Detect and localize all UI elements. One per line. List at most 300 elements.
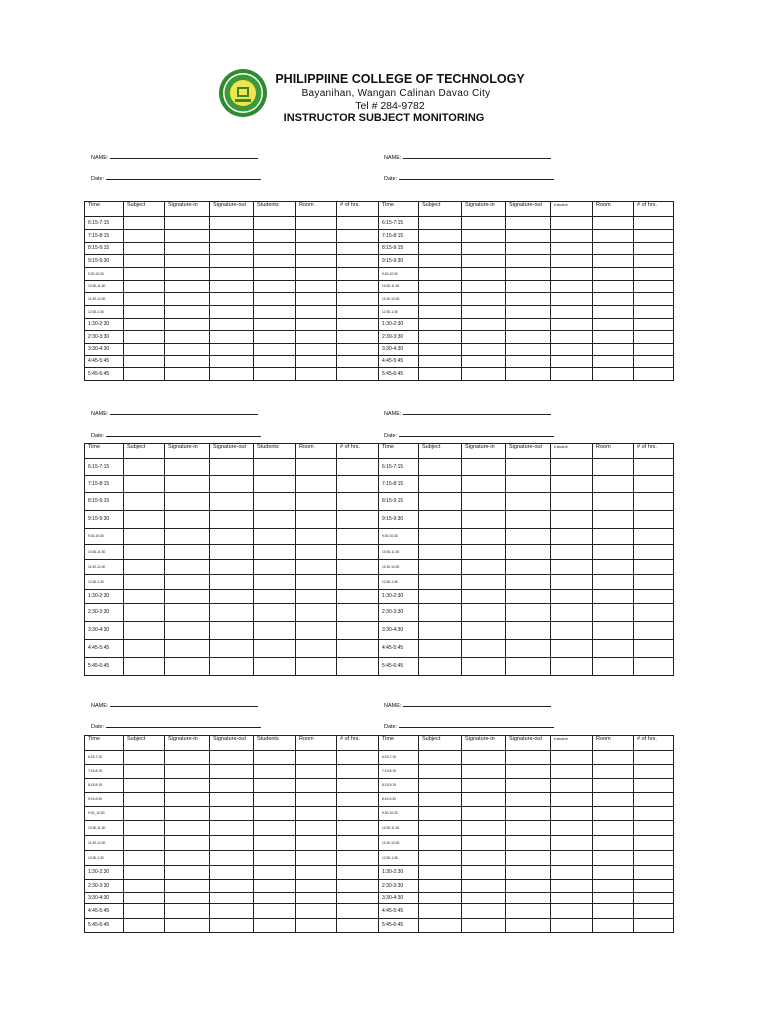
entry-cell[interactable]: [254, 319, 296, 331]
entry-cell[interactable]: [337, 545, 379, 560]
entry-cell[interactable]: [124, 529, 165, 545]
entry-cell[interactable]: [124, 306, 165, 319]
entry-cell[interactable]: [296, 604, 337, 622]
entry-cell[interactable]: [506, 511, 551, 529]
entry-cell[interactable]: [462, 476, 506, 493]
entry-cell[interactable]: [634, 575, 674, 590]
entry-cell[interactable]: [254, 919, 296, 933]
entry-cell[interactable]: [124, 344, 165, 356]
entry-cell[interactable]: [165, 836, 210, 851]
entry-cell[interactable]: [506, 866, 551, 880]
entry-cell[interactable]: [210, 560, 254, 575]
entry-cell[interactable]: [551, 344, 593, 356]
entry-cell[interactable]: [210, 511, 254, 529]
entry-cell[interactable]: [124, 281, 165, 293]
entry-cell[interactable]: [210, 640, 254, 658]
entry-cell[interactable]: [254, 230, 296, 243]
entry-cell[interactable]: [165, 293, 210, 306]
entry-cell[interactable]: [337, 319, 379, 331]
entry-cell[interactable]: [634, 893, 674, 904]
entry-cell[interactable]: [419, 590, 462, 604]
entry-cell[interactable]: [634, 765, 674, 779]
entry-cell[interactable]: [124, 368, 165, 381]
entry-cell[interactable]: [165, 622, 210, 640]
entry-cell[interactable]: [124, 821, 165, 836]
entry-cell[interactable]: [254, 217, 296, 230]
entry-cell[interactable]: [551, 217, 593, 230]
entry-cell[interactable]: [165, 793, 210, 807]
entry-cell[interactable]: [462, 560, 506, 575]
entry-cell[interactable]: [551, 511, 593, 529]
entry-cell[interactable]: [337, 560, 379, 575]
entry-cell[interactable]: [254, 765, 296, 779]
entry-cell[interactable]: [419, 575, 462, 590]
entry-cell[interactable]: [506, 658, 551, 676]
entry-cell[interactable]: [593, 821, 634, 836]
entry-cell[interactable]: [419, 459, 462, 476]
entry-cell[interactable]: [337, 893, 379, 904]
entry-cell[interactable]: [593, 319, 634, 331]
entry-cell[interactable]: [254, 590, 296, 604]
entry-cell[interactable]: [337, 356, 379, 368]
entry-cell[interactable]: [165, 919, 210, 933]
entry-cell[interactable]: [254, 793, 296, 807]
entry-cell[interactable]: [593, 268, 634, 281]
entry-cell[interactable]: [210, 622, 254, 640]
entry-cell[interactable]: [254, 560, 296, 575]
entry-cell[interactable]: [551, 807, 593, 821]
entry-cell[interactable]: [337, 575, 379, 590]
entry-cell[interactable]: [634, 622, 674, 640]
entry-cell[interactable]: [165, 459, 210, 476]
entry-cell[interactable]: [210, 306, 254, 319]
entry-cell[interactable]: [210, 356, 254, 368]
entry-cell[interactable]: [165, 880, 210, 893]
entry-cell[interactable]: [634, 658, 674, 676]
entry-cell[interactable]: [506, 319, 551, 331]
entry-cell[interactable]: [506, 622, 551, 640]
date-field-left-input-line[interactable]: [106, 721, 261, 728]
entry-cell[interactable]: [634, 866, 674, 880]
entry-cell[interactable]: [124, 230, 165, 243]
entry-cell[interactable]: [462, 893, 506, 904]
entry-cell[interactable]: [210, 281, 254, 293]
entry-cell[interactable]: [254, 356, 296, 368]
entry-cell[interactable]: [593, 217, 634, 230]
entry-cell[interactable]: [634, 356, 674, 368]
entry-cell[interactable]: [337, 368, 379, 381]
entry-cell[interactable]: [462, 331, 506, 344]
entry-cell[interactable]: [254, 268, 296, 281]
entry-cell[interactable]: [337, 851, 379, 866]
entry-cell[interactable]: [165, 821, 210, 836]
entry-cell[interactable]: [165, 640, 210, 658]
entry-cell[interactable]: [551, 545, 593, 560]
entry-cell[interactable]: [551, 821, 593, 836]
entry-cell[interactable]: [462, 368, 506, 381]
entry-cell[interactable]: [419, 511, 462, 529]
entry-cell[interactable]: [551, 281, 593, 293]
entry-cell[interactable]: [124, 268, 165, 281]
entry-cell[interactable]: [462, 281, 506, 293]
entry-cell[interactable]: [419, 851, 462, 866]
entry-cell[interactable]: [124, 604, 165, 622]
entry-cell[interactable]: [210, 851, 254, 866]
entry-cell[interactable]: [296, 622, 337, 640]
entry-cell[interactable]: [551, 331, 593, 344]
entry-cell[interactable]: [296, 368, 337, 381]
entry-cell[interactable]: [634, 268, 674, 281]
entry-cell[interactable]: [506, 476, 551, 493]
entry-cell[interactable]: [210, 604, 254, 622]
entry-cell[interactable]: [165, 255, 210, 268]
entry-cell[interactable]: [506, 281, 551, 293]
entry-cell[interactable]: [419, 230, 462, 243]
entry-cell[interactable]: [254, 331, 296, 344]
name-field-right-input-line[interactable]: [403, 700, 551, 707]
entry-cell[interactable]: [337, 243, 379, 255]
entry-cell[interactable]: [462, 230, 506, 243]
entry-cell[interactable]: [210, 476, 254, 493]
entry-cell[interactable]: [506, 765, 551, 779]
entry-cell[interactable]: [462, 793, 506, 807]
entry-cell[interactable]: [296, 575, 337, 590]
entry-cell[interactable]: [462, 243, 506, 255]
entry-cell[interactable]: [124, 545, 165, 560]
entry-cell[interactable]: [419, 658, 462, 676]
entry-cell[interactable]: [254, 880, 296, 893]
entry-cell[interactable]: [296, 658, 337, 676]
entry-cell[interactable]: [296, 751, 337, 765]
entry-cell[interactable]: [419, 640, 462, 658]
entry-cell[interactable]: [634, 779, 674, 793]
entry-cell[interactable]: [551, 459, 593, 476]
entry-cell[interactable]: [296, 255, 337, 268]
entry-cell[interactable]: [462, 217, 506, 230]
entry-cell[interactable]: [462, 779, 506, 793]
entry-cell[interactable]: [551, 793, 593, 807]
entry-cell[interactable]: [593, 511, 634, 529]
entry-cell[interactable]: [210, 658, 254, 676]
entry-cell[interactable]: [506, 590, 551, 604]
entry-cell[interactable]: [593, 904, 634, 919]
entry-cell[interactable]: [210, 893, 254, 904]
entry-cell[interactable]: [337, 640, 379, 658]
entry-cell[interactable]: [124, 751, 165, 765]
entry-cell[interactable]: [551, 255, 593, 268]
entry-cell[interactable]: [593, 356, 634, 368]
entry-cell[interactable]: [506, 293, 551, 306]
entry-cell[interactable]: [551, 904, 593, 919]
entry-cell[interactable]: [634, 821, 674, 836]
entry-cell[interactable]: [296, 217, 337, 230]
entry-cell[interactable]: [506, 331, 551, 344]
entry-cell[interactable]: [462, 306, 506, 319]
entry-cell[interactable]: [165, 268, 210, 281]
entry-cell[interactable]: [124, 851, 165, 866]
entry-cell[interactable]: [210, 217, 254, 230]
entry-cell[interactable]: [419, 319, 462, 331]
entry-cell[interactable]: [165, 243, 210, 255]
entry-cell[interactable]: [462, 268, 506, 281]
entry-cell[interactable]: [296, 319, 337, 331]
entry-cell[interactable]: [254, 511, 296, 529]
entry-cell[interactable]: [296, 904, 337, 919]
entry-cell[interactable]: [462, 575, 506, 590]
entry-cell[interactable]: [506, 560, 551, 575]
entry-cell[interactable]: [210, 319, 254, 331]
entry-cell[interactable]: [210, 866, 254, 880]
entry-cell[interactable]: [210, 765, 254, 779]
entry-cell[interactable]: [254, 904, 296, 919]
entry-cell[interactable]: [506, 230, 551, 243]
entry-cell[interactable]: [124, 893, 165, 904]
entry-cell[interactable]: [634, 640, 674, 658]
entry-cell[interactable]: [634, 493, 674, 511]
entry-cell[interactable]: [296, 511, 337, 529]
entry-cell[interactable]: [165, 368, 210, 381]
entry-cell[interactable]: [210, 255, 254, 268]
entry-cell[interactable]: [593, 545, 634, 560]
entry-cell[interactable]: [165, 281, 210, 293]
entry-cell[interactable]: [419, 293, 462, 306]
entry-cell[interactable]: [296, 880, 337, 893]
entry-cell[interactable]: [296, 851, 337, 866]
entry-cell[interactable]: [419, 545, 462, 560]
name-field-left-input-line[interactable]: [110, 408, 258, 415]
entry-cell[interactable]: [296, 344, 337, 356]
entry-cell[interactable]: [462, 590, 506, 604]
entry-cell[interactable]: [634, 368, 674, 381]
entry-cell[interactable]: [551, 560, 593, 575]
entry-cell[interactable]: [337, 765, 379, 779]
entry-cell[interactable]: [593, 622, 634, 640]
entry-cell[interactable]: [551, 765, 593, 779]
entry-cell[interactable]: [634, 281, 674, 293]
entry-cell[interactable]: [419, 368, 462, 381]
entry-cell[interactable]: [551, 368, 593, 381]
entry-cell[interactable]: [210, 904, 254, 919]
entry-cell[interactable]: [254, 281, 296, 293]
entry-cell[interactable]: [337, 866, 379, 880]
entry-cell[interactable]: [124, 356, 165, 368]
entry-cell[interactable]: [296, 821, 337, 836]
entry-cell[interactable]: [506, 459, 551, 476]
entry-cell[interactable]: [462, 344, 506, 356]
entry-cell[interactable]: [462, 604, 506, 622]
entry-cell[interactable]: [296, 476, 337, 493]
entry-cell[interactable]: [462, 622, 506, 640]
entry-cell[interactable]: [337, 293, 379, 306]
entry-cell[interactable]: [124, 575, 165, 590]
entry-cell[interactable]: [551, 622, 593, 640]
entry-cell[interactable]: [296, 640, 337, 658]
entry-cell[interactable]: [165, 331, 210, 344]
entry-cell[interactable]: [593, 476, 634, 493]
entry-cell[interactable]: [124, 293, 165, 306]
entry-cell[interactable]: [462, 529, 506, 545]
entry-cell[interactable]: [124, 836, 165, 851]
entry-cell[interactable]: [419, 821, 462, 836]
entry-cell[interactable]: [124, 904, 165, 919]
entry-cell[interactable]: [634, 590, 674, 604]
entry-cell[interactable]: [296, 893, 337, 904]
entry-cell[interactable]: [124, 640, 165, 658]
entry-cell[interactable]: [462, 765, 506, 779]
entry-cell[interactable]: [337, 919, 379, 933]
entry-cell[interactable]: [124, 476, 165, 493]
entry-cell[interactable]: [551, 604, 593, 622]
entry-cell[interactable]: [210, 590, 254, 604]
entry-cell[interactable]: [506, 575, 551, 590]
entry-cell[interactable]: [419, 893, 462, 904]
entry-cell[interactable]: [296, 356, 337, 368]
entry-cell[interactable]: [551, 493, 593, 511]
entry-cell[interactable]: [551, 836, 593, 851]
entry-cell[interactable]: [506, 529, 551, 545]
entry-cell[interactable]: [462, 493, 506, 511]
entry-cell[interactable]: [593, 590, 634, 604]
entry-cell[interactable]: [634, 560, 674, 575]
entry-cell[interactable]: [593, 459, 634, 476]
entry-cell[interactable]: [165, 658, 210, 676]
entry-cell[interactable]: [254, 866, 296, 880]
entry-cell[interactable]: [165, 545, 210, 560]
entry-cell[interactable]: [551, 751, 593, 765]
entry-cell[interactable]: [506, 880, 551, 893]
entry-cell[interactable]: [337, 904, 379, 919]
entry-cell[interactable]: [124, 331, 165, 344]
entry-cell[interactable]: [165, 529, 210, 545]
entry-cell[interactable]: [634, 319, 674, 331]
entry-cell[interactable]: [506, 493, 551, 511]
entry-cell[interactable]: [165, 493, 210, 511]
entry-cell[interactable]: [124, 217, 165, 230]
entry-cell[interactable]: [593, 281, 634, 293]
name-field-right-input-line[interactable]: [403, 152, 551, 159]
entry-cell[interactable]: [210, 230, 254, 243]
entry-cell[interactable]: [337, 880, 379, 893]
entry-cell[interactable]: [593, 880, 634, 893]
entry-cell[interactable]: [634, 807, 674, 821]
entry-cell[interactable]: [296, 807, 337, 821]
entry-cell[interactable]: [551, 851, 593, 866]
entry-cell[interactable]: [419, 268, 462, 281]
entry-cell[interactable]: [551, 658, 593, 676]
entry-cell[interactable]: [210, 836, 254, 851]
entry-cell[interactable]: [210, 268, 254, 281]
entry-cell[interactable]: [593, 493, 634, 511]
entry-cell[interactable]: [634, 230, 674, 243]
entry-cell[interactable]: [634, 793, 674, 807]
entry-cell[interactable]: [593, 293, 634, 306]
entry-cell[interactable]: [337, 821, 379, 836]
entry-cell[interactable]: [337, 622, 379, 640]
entry-cell[interactable]: [254, 851, 296, 866]
entry-cell[interactable]: [254, 476, 296, 493]
entry-cell[interactable]: [593, 560, 634, 575]
entry-cell[interactable]: [419, 904, 462, 919]
entry-cell[interactable]: [254, 658, 296, 676]
entry-cell[interactable]: [296, 493, 337, 511]
entry-cell[interactable]: [296, 793, 337, 807]
entry-cell[interactable]: [210, 751, 254, 765]
entry-cell[interactable]: [593, 751, 634, 765]
entry-cell[interactable]: [419, 604, 462, 622]
entry-cell[interactable]: [634, 880, 674, 893]
entry-cell[interactable]: [165, 319, 210, 331]
entry-cell[interactable]: [506, 268, 551, 281]
entry-cell[interactable]: [419, 807, 462, 821]
entry-cell[interactable]: [593, 344, 634, 356]
entry-cell[interactable]: [165, 230, 210, 243]
entry-cell[interactable]: [124, 560, 165, 575]
entry-cell[interactable]: [165, 765, 210, 779]
entry-cell[interactable]: [210, 807, 254, 821]
entry-cell[interactable]: [254, 293, 296, 306]
entry-cell[interactable]: [419, 765, 462, 779]
entry-cell[interactable]: [254, 640, 296, 658]
entry-cell[interactable]: [124, 493, 165, 511]
entry-cell[interactable]: [337, 779, 379, 793]
entry-cell[interactable]: [337, 590, 379, 604]
entry-cell[interactable]: [254, 622, 296, 640]
entry-cell[interactable]: [593, 255, 634, 268]
entry-cell[interactable]: [165, 511, 210, 529]
entry-cell[interactable]: [634, 459, 674, 476]
entry-cell[interactable]: [337, 604, 379, 622]
entry-cell[interactable]: [419, 476, 462, 493]
entry-cell[interactable]: [634, 293, 674, 306]
entry-cell[interactable]: [337, 493, 379, 511]
entry-cell[interactable]: [296, 293, 337, 306]
entry-cell[interactable]: [551, 919, 593, 933]
entry-cell[interactable]: [593, 575, 634, 590]
entry-cell[interactable]: [210, 919, 254, 933]
entry-cell[interactable]: [337, 306, 379, 319]
entry-cell[interactable]: [165, 851, 210, 866]
entry-cell[interactable]: [506, 919, 551, 933]
entry-cell[interactable]: [419, 255, 462, 268]
entry-cell[interactable]: [551, 476, 593, 493]
entry-cell[interactable]: [337, 793, 379, 807]
entry-cell[interactable]: [634, 604, 674, 622]
name-field-left-input-line[interactable]: [110, 700, 258, 707]
entry-cell[interactable]: [296, 545, 337, 560]
entry-cell[interactable]: [296, 230, 337, 243]
entry-cell[interactable]: [124, 866, 165, 880]
entry-cell[interactable]: [337, 511, 379, 529]
date-field-left-input-line[interactable]: [106, 173, 261, 180]
entry-cell[interactable]: [593, 331, 634, 344]
entry-cell[interactable]: [419, 493, 462, 511]
entry-cell[interactable]: [551, 866, 593, 880]
entry-cell[interactable]: [124, 765, 165, 779]
entry-cell[interactable]: [210, 821, 254, 836]
entry-cell[interactable]: [419, 880, 462, 893]
entry-cell[interactable]: [419, 356, 462, 368]
entry-cell[interactable]: [593, 640, 634, 658]
entry-cell[interactable]: [124, 779, 165, 793]
entry-cell[interactable]: [462, 904, 506, 919]
date-field-right-input-line[interactable]: [399, 430, 554, 437]
entry-cell[interactable]: [296, 560, 337, 575]
entry-cell[interactable]: [462, 511, 506, 529]
entry-cell[interactable]: [254, 459, 296, 476]
entry-cell[interactable]: [124, 319, 165, 331]
entry-cell[interactable]: [124, 880, 165, 893]
entry-cell[interactable]: [419, 281, 462, 293]
